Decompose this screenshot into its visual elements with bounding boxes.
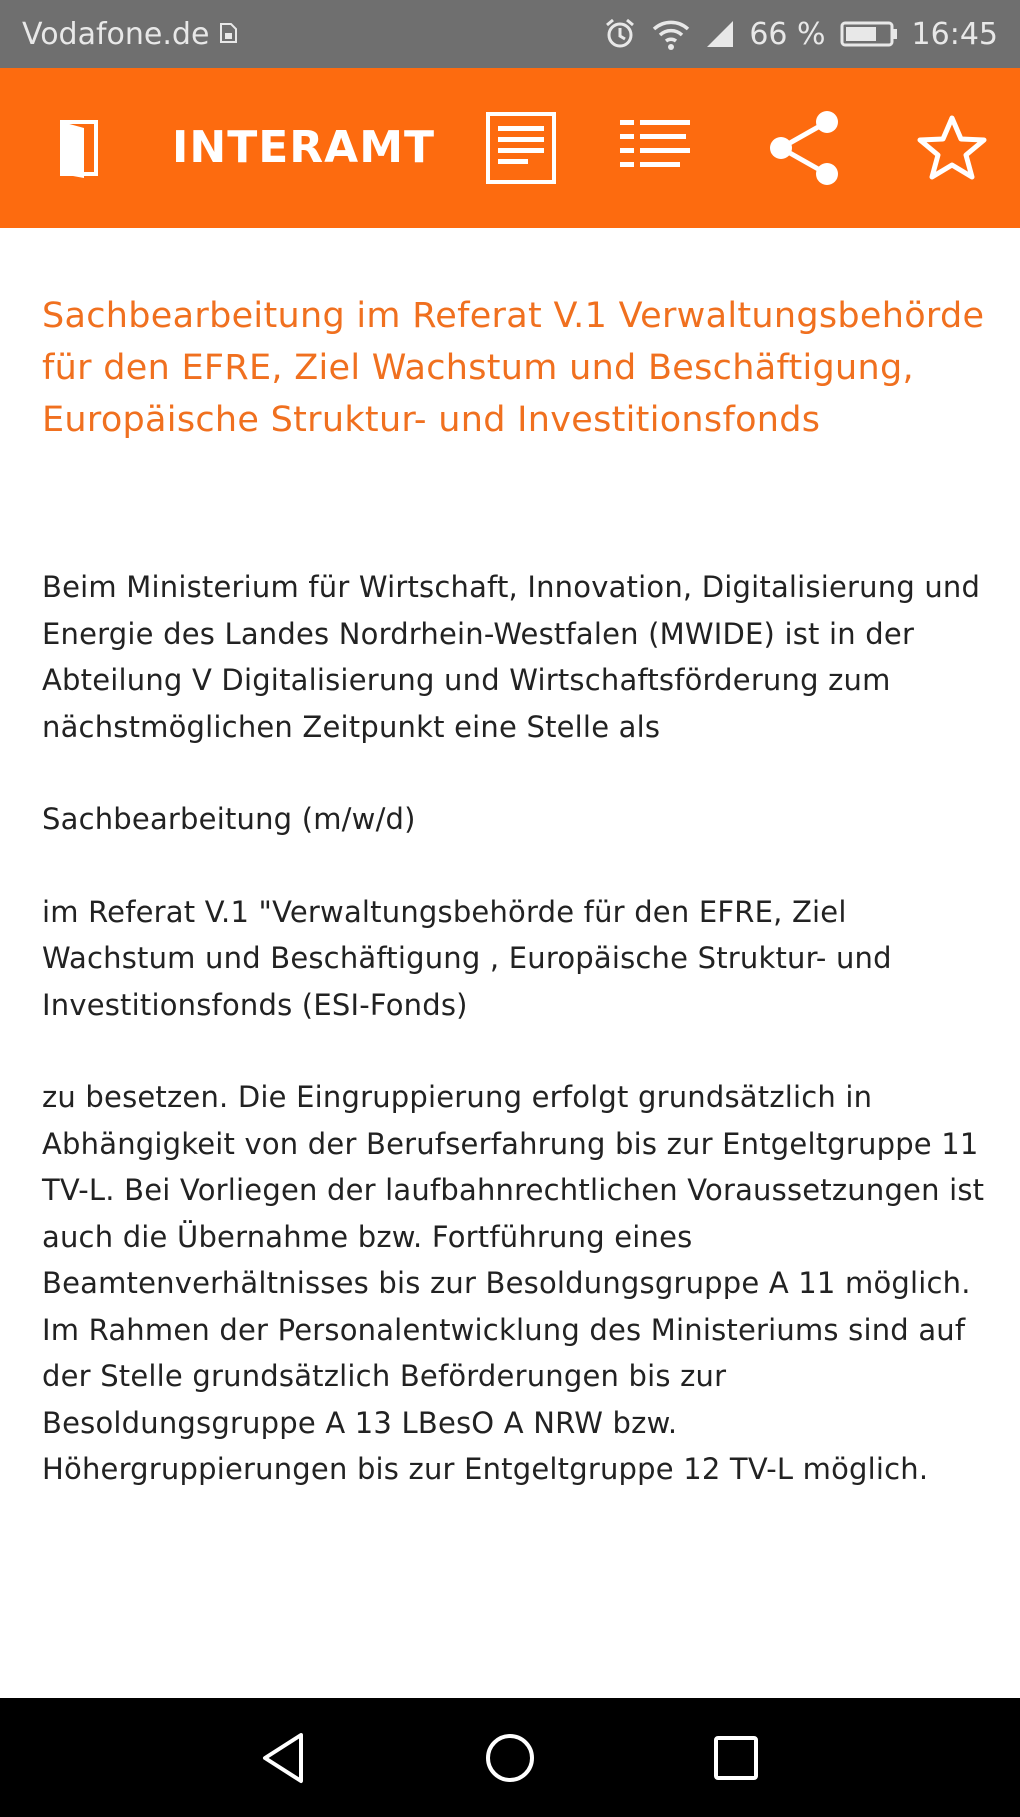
wifi-icon: [651, 17, 691, 51]
exit-door-icon[interactable]: [38, 108, 118, 188]
signal-icon: [705, 19, 735, 49]
battery-percent: 66 %: [749, 16, 826, 52]
sim-icon: [217, 17, 239, 52]
app-title: INTERAMT: [172, 122, 435, 173]
home-icon[interactable]: [478, 1726, 542, 1790]
battery-icon: [840, 20, 898, 48]
job-paragraph-department: im Referat V.1 "Verwaltungsbehörde für den EFRE, Ziel Wachstum und Beschäftigung , Europäische Struktur- und Investitionsfonds (ESI-Fonds): [42, 894, 892, 1022]
status-time: 16:45: [911, 16, 998, 52]
recents-icon[interactable]: [704, 1726, 768, 1790]
list-icon[interactable]: [616, 108, 696, 188]
carrier-label: Vodafone.de: [22, 16, 210, 52]
job-paragraph-position: Sachbearbeitung (m/w/d): [42, 802, 416, 836]
job-paragraph-intro: Beim Ministerium für Wirtschaft, Innovation, Digitalisierung und Energie des Landes Nordrhein-Westfalen (MWIDE) ist in der Abteilung V Digitalisierung und Wirtschaftsförderung zum nächstmöglichen Zeitpunkt eine Stelle als: [42, 570, 981, 744]
job-title: Sachbearbeitung im Referat V.1 Verwaltungsbehörde für den EFRE, Ziel Wachstum und Beschäftigung, Europäische Struktur- und Investitionsfonds: [42, 296, 985, 440]
system-nav-bar: [0, 1698, 1020, 1817]
document-icon[interactable]: [481, 108, 561, 188]
job-paragraph-details: zu besetzen. Die Eingruppierung erfolgt grundsätzlich in Abhängigkeit von der Berufserfahrung bis zur Entgeltgruppe 11 TV-L. Bei Vorliegen der laufbahnrechtlichen Voraussetzungen ist auch die Übernahme bzw. Fortführung eines Beamtenverhältnisses bis zur Besoldungsgruppe A 11 möglich. Im Rahmen der Personalentwicklung des Ministeriums sind auf der Stelle grundsätzlich Beförderungen bis zur Besoldungsgruppe A 13 LBesO A NRW bzw. Höhergruppierungen bis zur Entgeltgruppe 12 TV-L möglich.: [42, 1080, 985, 1486]
app-bar: [0, 68, 1020, 228]
status-left: [22, 17, 239, 52]
share-icon[interactable]: [764, 108, 844, 188]
status-bar: [0, 0, 1020, 68]
status-right: [603, 17, 998, 52]
back-icon[interactable]: [252, 1726, 316, 1790]
alarm-icon: [603, 17, 637, 51]
job-content: [42, 228, 992, 1493]
star-icon[interactable]: [912, 108, 992, 188]
